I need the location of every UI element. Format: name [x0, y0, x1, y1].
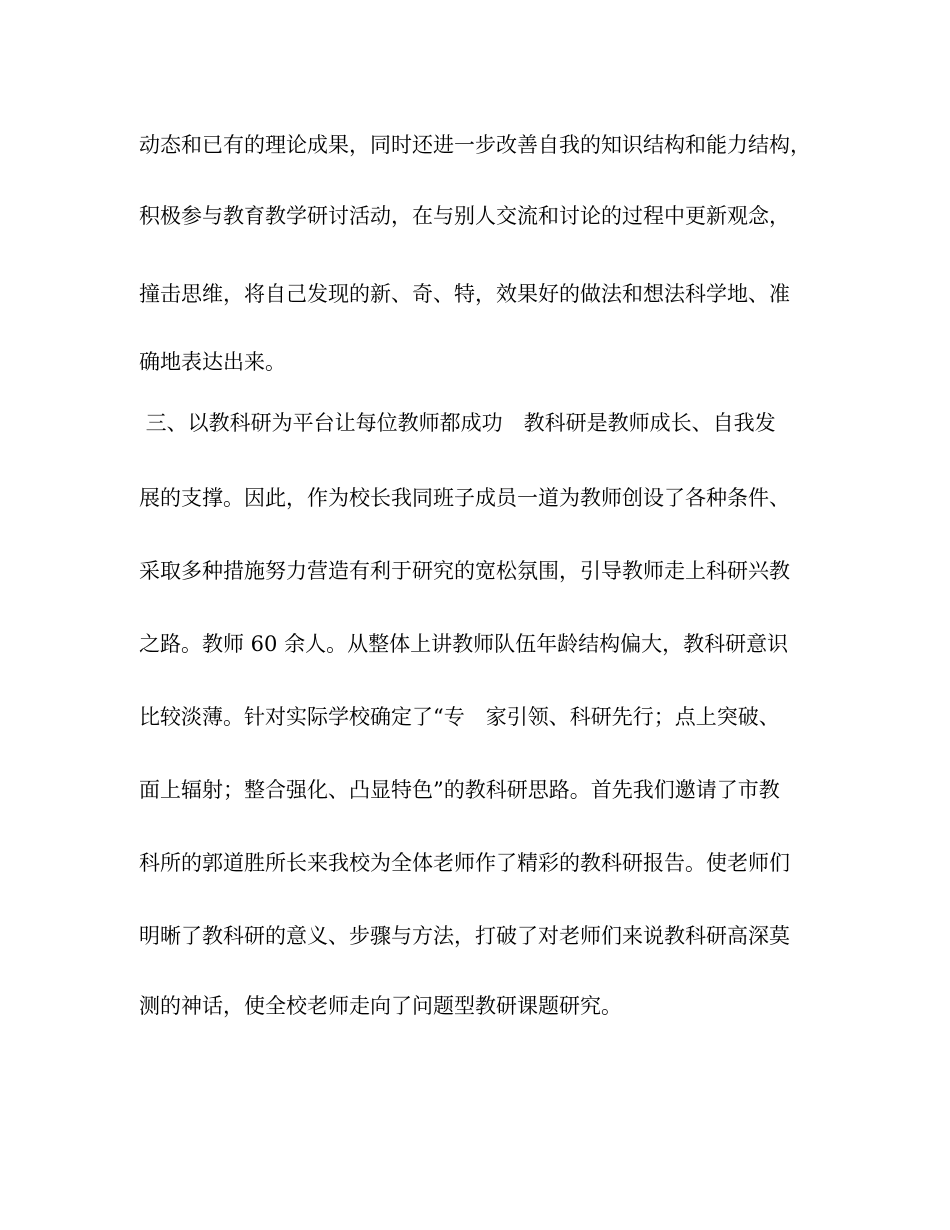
- section-heading-line: 三、以教科研为平台让每位教师都成功 教科研是教师成长、自我发: [139, 411, 776, 435]
- text-line: 积极参与教育教学研讨活动，在与别人交流和讨论的过程中更新观念，: [139, 204, 790, 228]
- text-line: 之路。教师 60 余人。从整体上讲教师队伍年龄结构偏大，教科研意识: [139, 632, 789, 656]
- text-line: 面上辐射；整合强化、凸显特色”的教科研思路。首先我们邀请了市教: [139, 778, 780, 802]
- text-line: 撞击思维，将自己发现的新、奇、特，效果好的做法和想法科学地、准: [139, 282, 790, 306]
- text-line: 明晰了教科研的意义、步骤与方法，打破了对老师们来说教科研高深莫: [139, 924, 790, 948]
- text-line: 采取多种措施努力营造有利于研究的宽松氛围，引导教师走上科研兴教: [139, 559, 790, 583]
- text-line: 比较淡薄。针对实际学校确定了“专 家引领、科研先行；点上突破、: [139, 705, 780, 729]
- text-line: 展的支撑。因此，作为校长我同班子成员一道为教师创设了各种条件、: [139, 486, 790, 510]
- text-line: 测的神话，使全校老师走向了问题型教研课题研究。: [139, 994, 622, 1018]
- text-line: 科所的郭道胜所长来我校为全体老师作了精彩的教科研报告。使老师们: [139, 851, 790, 875]
- text-line: 确地表达出来。: [139, 350, 286, 374]
- text-line: 动态和已有的理论成果，同时还进一步改善自我的知识结构和能力结构，: [139, 133, 811, 157]
